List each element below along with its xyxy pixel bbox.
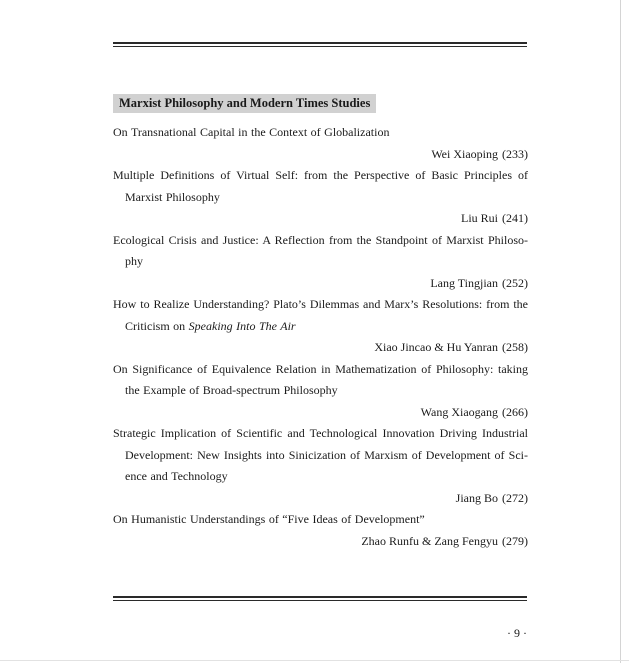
article-byline xyxy=(113,531,528,553)
article-byline xyxy=(113,273,528,295)
article-byline xyxy=(113,144,528,166)
article-title: Ecological Crisis and Justice: A Reflection from the Standpoint of Marxist Philoso-phy xyxy=(113,232,528,268)
article-page: (279) xyxy=(502,533,528,548)
article-byline xyxy=(113,208,528,230)
toc-list xyxy=(113,122,528,552)
article-authors: Xiao Jincao & Hu Yanran xyxy=(374,340,498,354)
article-byline xyxy=(113,337,528,359)
article-page: (258) xyxy=(502,340,528,354)
toc-entry xyxy=(113,165,528,230)
article-authors: Liu Rui xyxy=(460,211,498,225)
article-page: (272) xyxy=(502,490,528,505)
article-title: On Significance of Equivalence Relation in Mathematization of Philosophy: taking the Example of Broad-spectrum Philosophy xyxy=(113,361,528,397)
article-byline xyxy=(113,488,528,510)
article-title: Strategic Implication of Scientific and Technological Innovation Driving Industrial Development: New Insights into Sinicization of Marxism of Development of Sci-ence and Technology xyxy=(113,426,528,483)
article-authors: Zhao Runfu & Zang Fengyu xyxy=(361,533,498,548)
article-title: On Transnational Capital in the Context of Globalization xyxy=(113,125,390,139)
article-page: (266) xyxy=(502,404,528,419)
article-title: On Humanistic Understandings of “Five Ideas of Development” xyxy=(113,512,425,526)
toc-entry xyxy=(113,230,528,295)
article-authors: Lang Tingjian xyxy=(430,275,498,290)
toc-entry xyxy=(113,509,528,552)
page-edge-bottom xyxy=(0,660,629,661)
bottom-double-rule xyxy=(113,596,527,601)
section-heading: Marxist Philosophy and Modern Times Studies xyxy=(113,94,376,113)
page-edge-right xyxy=(620,0,621,663)
article-title: Multiple Definitions of Virtual Self: from the Perspective of Basic Principles of Marxist Philosophy xyxy=(113,168,528,204)
article-authors: Jiang Bo xyxy=(455,490,498,505)
toc-entry xyxy=(113,122,528,165)
article-byline xyxy=(113,402,528,424)
article-page: (241) xyxy=(502,211,528,225)
article-page: (252) xyxy=(502,275,528,290)
article-authors: Wei Xiaoping xyxy=(431,146,498,161)
article-title-italic: Speaking Into The Air xyxy=(188,318,296,333)
article-page: (233) xyxy=(502,146,528,161)
toc-entry xyxy=(113,423,528,509)
toc-entry xyxy=(113,294,528,359)
article-authors: Wang Xiaogang xyxy=(420,404,498,419)
toc-entry xyxy=(113,359,528,424)
article-title: How to Realize Understanding? Plato’s Dilemmas and Marx’s Resolutions: from the Criticism on Speaking Into The Air xyxy=(113,297,528,333)
page-number: · 9 · xyxy=(507,626,527,640)
top-double-rule xyxy=(113,42,527,47)
